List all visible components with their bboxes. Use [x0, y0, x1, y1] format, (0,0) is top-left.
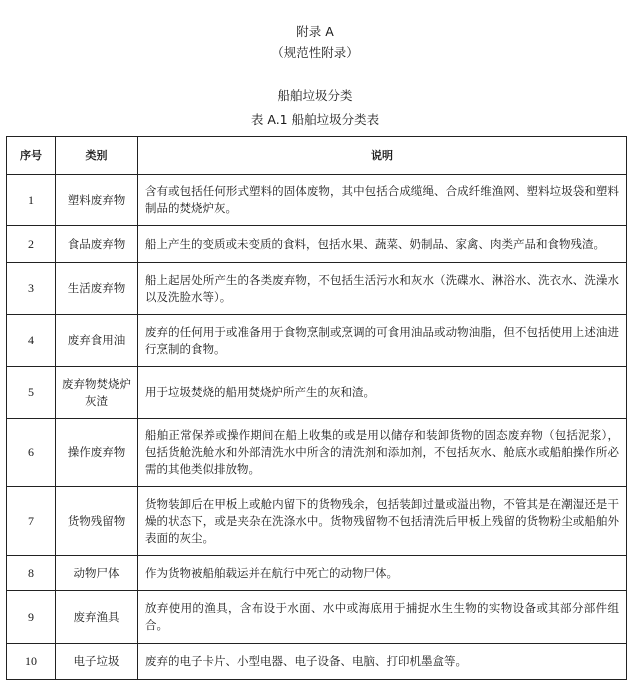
row-category: 电子垃圾: [56, 644, 138, 680]
row-description: 船上起居处所产生的各类废弃物，不包括生活污水和灰水（洗碟水、淋浴水、洗衣水、洗澡水以及洗脸水等）。: [138, 263, 627, 315]
table-header-row: [7, 137, 627, 175]
table-row: [7, 263, 627, 315]
table-row: [7, 175, 627, 226]
table-row: [7, 419, 627, 487]
row-description: 放弃使用的渔具，含布设于水面、水中或海底用于捕捉水生生物的实物设备或其部分部件组合。: [138, 591, 627, 644]
table-row: [7, 487, 627, 556]
row-no: 3: [7, 263, 56, 315]
row-no: 2: [7, 226, 56, 263]
row-category: 生活废弃物: [56, 263, 138, 315]
row-no: 6: [7, 419, 56, 487]
row-description: 货物装卸后在甲板上或舱内留下的货物残余，包括装卸过量或溢出物，不管其是在潮湿还是干燥的状态下，或是夹杂在洗涤水中。货物残留物不包括清洗后甲板上残留的货物粉尘或船舶外表面的灰尘。: [138, 487, 627, 556]
row-description: 作为货物被船舶载运并在航行中死亡的动物尸体。: [138, 556, 627, 591]
table-row: [7, 315, 627, 367]
row-description: 含有或包括任何形式塑料的固体废物，其中包括合成缆绳、合成纤维渔网、塑料垃圾袋和塑料制品的焚烧炉灰。: [138, 175, 627, 226]
row-no: 1: [7, 175, 56, 226]
header-description: 说明: [138, 137, 627, 175]
row-description: 废弃的任何用于或准备用于食物烹制或烹调的可食用油品或动物油脂，但不包括使用上述油进行烹制的食物。: [138, 315, 627, 367]
row-no: 7: [7, 487, 56, 556]
row-category: 塑料废弃物: [56, 175, 138, 226]
table-title: 表 A.1 船舶垃圾分类表: [250, 112, 380, 127]
section-title: 船舶垃圾分类: [277, 88, 353, 103]
table-row: [7, 644, 627, 680]
row-category: 动物尸体: [56, 556, 138, 591]
row-description: 废弃的电子卡片、小型电器、电子设备、电脑、打印机墨盒等。: [138, 644, 627, 680]
table-row: [7, 226, 627, 263]
row-category: 货物残留物: [56, 487, 138, 556]
row-description: 船上产生的变质或未变质的食料，包括水果、蔬菜、奶制品、家禽、肉类产品和食物残渣。: [138, 226, 627, 263]
row-category: 废弃渔具: [56, 591, 138, 644]
row-category: 食品废弃物: [56, 226, 138, 263]
table-row: [7, 556, 627, 591]
appendix-type: （规范性附录）: [271, 45, 359, 60]
header-no: 序号: [7, 137, 56, 175]
row-no: 5: [7, 367, 56, 419]
row-no: 9: [7, 591, 56, 644]
row-no: 8: [7, 556, 56, 591]
appendix-label: 附录 A: [296, 24, 334, 39]
header-category: 类别: [56, 137, 138, 175]
row-no: 10: [7, 644, 56, 680]
row-no: 4: [7, 315, 56, 367]
table-row: [7, 367, 627, 419]
garbage-classification-table: [6, 136, 627, 680]
table-row: [7, 591, 627, 644]
row-description: 船舶正常保养或操作期间在船上收集的或是用以储存和装卸货物的固态废弃物（包括泥浆），包括货舱洗舱水和外部清洗水中所含的清洗剂和添加剂，不包括灰水、舱底水或船舶操作所必需的其他类似排放物。: [138, 419, 627, 487]
row-category: 废弃食用油: [56, 315, 138, 367]
row-description: 用于垃圾焚烧的船用焚烧炉所产生的灰和渣。: [138, 367, 627, 419]
row-category: 操作废弃物: [56, 419, 138, 487]
row-category: 废弃物焚烧炉灰渣: [56, 367, 138, 419]
